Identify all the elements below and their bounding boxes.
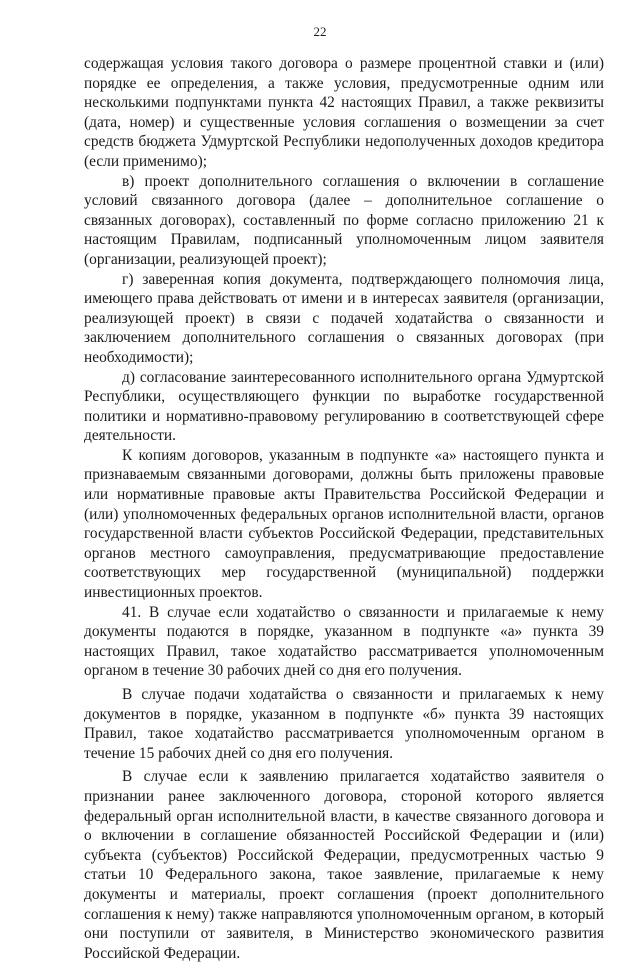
paragraph-copies-of-contracts: К копиям договоров, указанным в подпункте «а» настоящего пункта и признаваемым связанными договорами, должны быть приложены правовые или нормативные правовые акты Правительства Российской Федерации и (или) уполномоченных федеральных органов исполнительной власти, органов государственной власти субъектов Российской Федерации, представительных органов местного самоуправления, предусматривающие предоставление соответствующих мер государственной (муниципальной) поддержки инвестиционных проектов. [84, 446, 604, 602]
paragraph-clause-41-federal: В случае если к заявлению прилагается ходатайство заявителя о признании ранее заключенного договора, стороной которого является федеральный орган исполнительной власти, в качестве связанного договора и о включении в соглашение обязанностей Российской Федерации и (или) субъекта (субъектов) Российской Федерации, предусмотренных частью 9 статьи 10 Федерального закона, такое заявление, прилагаемые к нему документы и материалы, проект соглашения (проект дополнительного соглашения к нему) также направляются уполномоченным органом, в который они поступили от заявителя, в Министерство экономического развития Российской Федерации. [84, 768, 604, 962]
page-number: 22 [313, 24, 327, 39]
paragraph-item-d: д) согласование заинтересованного исполнительного органа Удмуртской Республики, осуществляющего функции по выработке государственной политики и нормативно-правовому регулированию в соответствующей сфере деятельности. [84, 368, 604, 445]
paragraph-item-v: в) проект дополнительного соглашения о включении в соглашение условий связанного договора (далее – дополнительное соглашение о связанных договорах), составленный по форме согласно приложению 21 к настоящим Правилам, подписанный уполномоченным лицом заявителя (организации, реализующей проект); [84, 172, 604, 268]
document-body [84, 54, 604, 963]
paragraph-clause-41-case-b: В случае подачи ходатайства о связанности и прилагаемых к нему документов в порядке, указанном в подпункте «б» пункта 39 настоящих Правил, такое ходатайство рассматривается уполномоченным органом в течение 15 рабочих дней со дня его получения. [84, 686, 604, 762]
paragraph-clause-41: 41. В случае если ходатайство о связанности и прилагаемые к нему документы подаются в порядке, указанном в подпункте «а» пункта 39 настоящих Правил, такое ходатайство рассматривается уполномоченным органом в течение 30 рабочих дней со дня его получения. [84, 603, 604, 680]
paragraph-continuation: содержащая условия такого договора о размере процентной ставки и (или) порядке ее определения, а также условия, предусмотренные одним или несколькими подпунктами пункта 42 настоящих Правил, а также реквизиты (дата, номер) и существенные условия соглашения о возмещении за счет средств бюджета Удмуртской Республики недополученных доходов кредитора (если применимо); [84, 55, 604, 170]
paragraph-item-g: г) заверенная копия документа, подтверждающего полномочия лица, имеющего права действовать от имени и в интересах заявителя (организации, реализующей проект) в связи с подачей ходатайства о связанности и заключением дополнительного соглашения о связанных договорах (при необходимости); [84, 270, 604, 366]
